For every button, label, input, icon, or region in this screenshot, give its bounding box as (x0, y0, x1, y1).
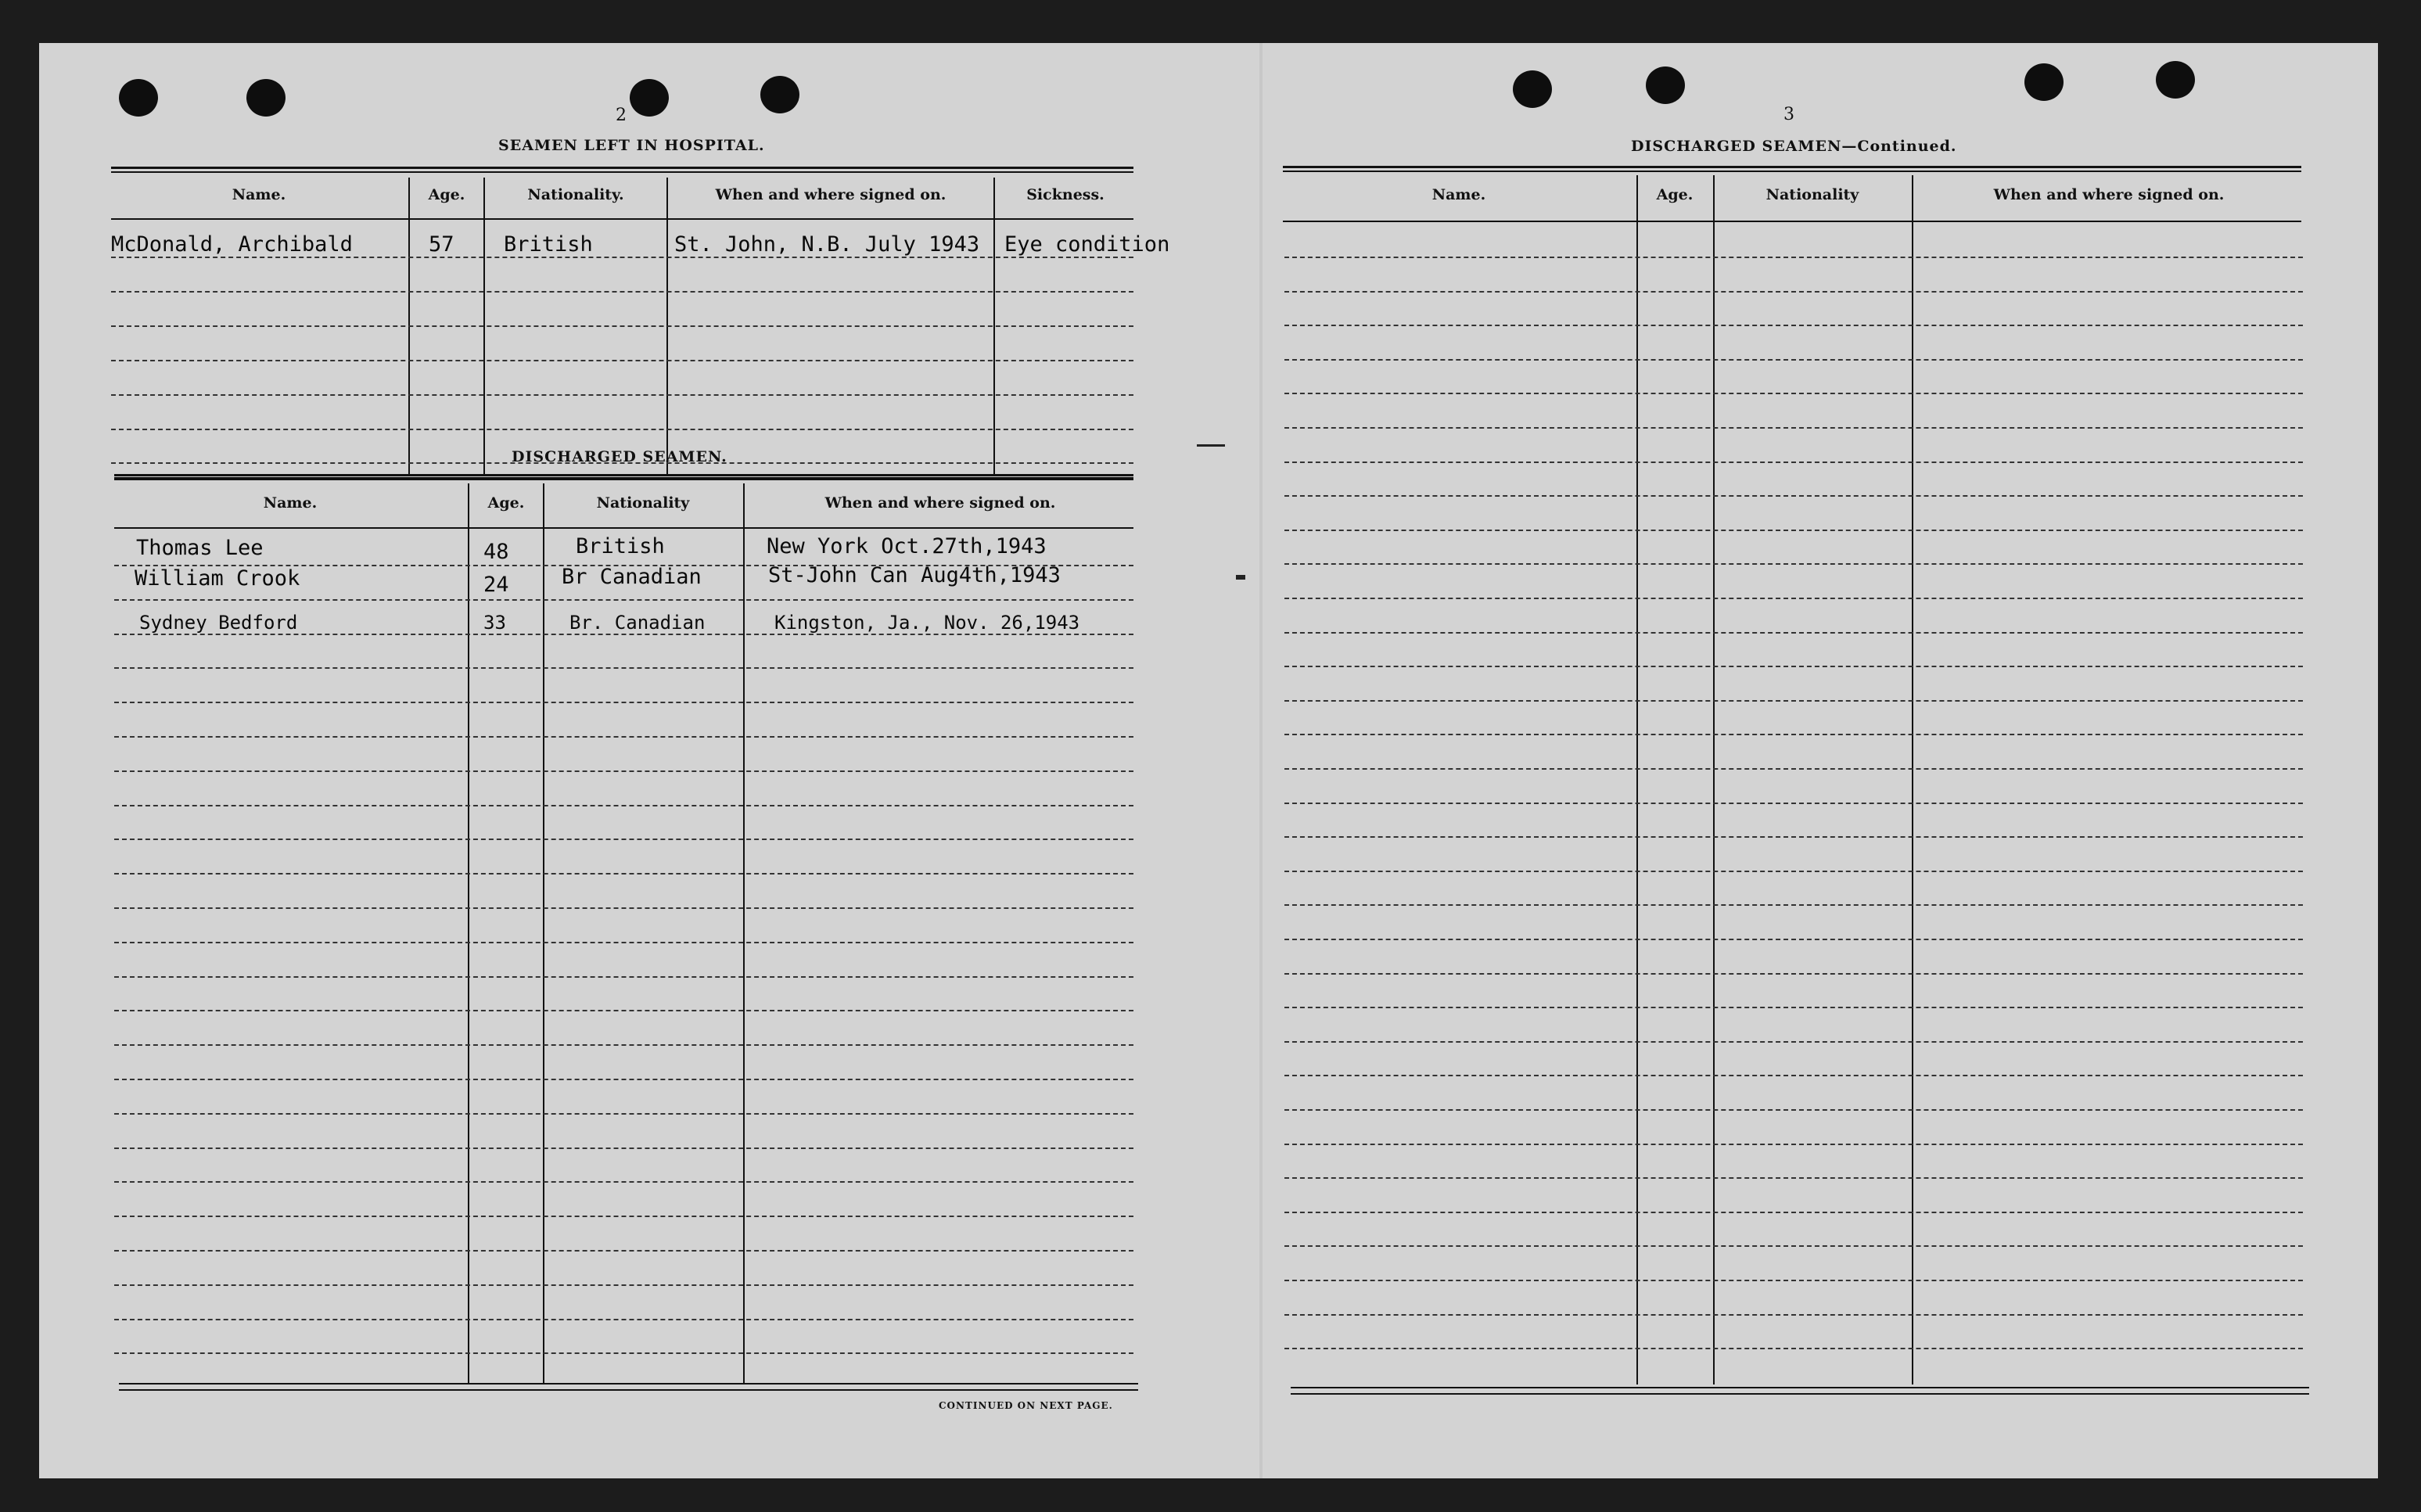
row-line (1284, 803, 2303, 804)
row-line (1284, 1177, 2303, 1179)
hospital-top-rule (111, 167, 1133, 173)
row-line (1284, 530, 2303, 531)
row-line (114, 1284, 1133, 1286)
row-line (114, 599, 1133, 601)
right-header-signed-on: When and where signed on. (1993, 186, 2225, 203)
row-line (1284, 700, 2303, 702)
hospital-header-underline (111, 218, 1133, 220)
discharged-age: 33 (483, 612, 506, 634)
row-line (114, 942, 1133, 943)
row-line (114, 1079, 1133, 1080)
row-line (1284, 1245, 2303, 1247)
row-line (114, 1181, 1133, 1183)
row-line (1284, 393, 2303, 394)
discharged-age: 24 (483, 573, 509, 597)
scan-mark (1236, 575, 1245, 580)
punch-hole (2024, 63, 2064, 101)
row-line (114, 1352, 1133, 1354)
discharged-name: William Crook (135, 566, 300, 591)
punch-hole (2156, 61, 2195, 99)
row-line (111, 429, 1133, 430)
row-line (114, 1250, 1133, 1252)
row-line (111, 394, 1133, 396)
hospital-header-signed-on: When and where signed on. (715, 186, 946, 203)
discharged-nationality: Br Canadian (562, 565, 702, 589)
punch-hole (1646, 66, 1685, 104)
row-line (1284, 1348, 2303, 1349)
row-line (1284, 1007, 2303, 1008)
row-line (114, 702, 1133, 703)
page-number: 2 (616, 106, 627, 125)
discharged-nationality: British (576, 534, 665, 558)
row-line (1284, 666, 2303, 667)
row-line (1284, 462, 2303, 463)
row-line (1284, 1109, 2303, 1111)
page-number: 3 (1783, 105, 1794, 124)
punch-hole (1513, 70, 1552, 108)
row-line (1284, 495, 2303, 497)
row-line (1284, 973, 2303, 975)
row-line (1284, 1212, 2303, 1213)
hospital-signed-on: St. John, N.B. July 1943 (674, 232, 980, 257)
discharged-name: Thomas Lee (136, 536, 264, 560)
row-line (114, 1147, 1133, 1149)
punch-hole (119, 79, 158, 117)
punch-hole (630, 79, 669, 117)
row-line (1284, 836, 2303, 838)
discharged-header-signed-on: When and where signed on. (824, 494, 1056, 512)
discharged-nationality: Br. Canadian (569, 612, 706, 634)
right-col-divider (1713, 175, 1715, 1385)
document-sheet (39, 43, 2378, 1478)
hospital-section-title: SEAMEN LEFT IN HOSPITAL. (498, 137, 765, 154)
scan-mark (1197, 444, 1225, 447)
row-line (1284, 1314, 2303, 1316)
row-line (1284, 427, 2303, 429)
discharged-bottom-rule (119, 1383, 1138, 1385)
discharged-name: Sydney Bedford (139, 612, 298, 634)
right-bottom-rule (1291, 1387, 2309, 1388)
right-top-rule (1283, 166, 2301, 172)
row-line (114, 667, 1133, 669)
hospital-header-sickness: Sickness. (1026, 186, 1105, 203)
discharged-age: 48 (483, 540, 509, 564)
discharged-header-nationality: Nationality (596, 494, 690, 512)
row-line (1284, 768, 2303, 770)
hospital-header-nationality: Nationality. (527, 186, 624, 203)
punch-hole (246, 79, 286, 117)
row-line (1284, 632, 2303, 634)
row-line (114, 839, 1133, 840)
row-line (1284, 563, 2303, 565)
hospital-header-name: Name. (232, 186, 286, 203)
row-line (1284, 734, 2303, 735)
row-line (1284, 359, 2303, 361)
hospital-header-age: Age. (428, 186, 465, 203)
row-line (114, 976, 1133, 978)
row-line (1284, 598, 2303, 599)
row-line (1284, 1280, 2303, 1281)
discharged-header-name: Name. (263, 494, 318, 512)
continued-note: CONTINUED ON NEXT PAGE. (939, 1400, 1113, 1411)
row-line (114, 1319, 1133, 1320)
right-page-title: DISCHARGED SEAMEN—Continued. (1631, 138, 1957, 155)
right-header-nationality: Nationality (1765, 186, 1859, 203)
discharged-header-rule (114, 474, 1133, 480)
right-bottom-rule (1291, 1393, 2309, 1395)
discharged-col-divider (743, 483, 745, 1383)
discharged-col-divider (543, 483, 544, 1383)
row-line (1284, 939, 2303, 940)
row-line (1284, 1075, 2303, 1076)
row-line (111, 291, 1133, 293)
row-line (111, 257, 1133, 258)
row-line (111, 325, 1133, 327)
row-line (114, 907, 1133, 909)
hospital-age: 57 (429, 232, 454, 257)
row-line (114, 1044, 1133, 1046)
row-line (114, 1113, 1133, 1115)
row-line (1284, 325, 2303, 326)
row-line (114, 805, 1133, 806)
punch-hole (760, 76, 799, 113)
right-header-name: Name. (1431, 186, 1486, 203)
row-line (114, 873, 1133, 875)
page-fold (1259, 43, 1263, 1478)
row-line (114, 770, 1133, 772)
row-line (111, 360, 1133, 361)
discharged-signed-on: St-John Can Aug4th,1943 (768, 563, 1061, 587)
hospital-nationality: British (504, 232, 593, 257)
row-line (1284, 904, 2303, 906)
right-header-underline (1283, 221, 2301, 222)
discharged-signed-on: Kingston, Ja., Nov. 26,1943 (774, 612, 1080, 634)
row-line (1284, 1144, 2303, 1145)
right-header-age: Age. (1656, 186, 1694, 203)
discharged-col-divider (468, 483, 469, 1383)
discharged-section-title: DISCHARGED SEAMEN. (512, 448, 727, 465)
discharged-bottom-rule (119, 1389, 1138, 1391)
right-col-divider (1912, 175, 1913, 1385)
hospital-sickness: Eye condition (1004, 232, 1170, 257)
row-line (1284, 291, 2303, 293)
row-line (1284, 257, 2303, 258)
row-line (1284, 871, 2303, 872)
discharged-header-age: Age. (487, 494, 525, 512)
row-line (114, 736, 1133, 738)
discharged-header-underline (114, 527, 1133, 529)
row-line (1284, 1041, 2303, 1043)
row-line (114, 1010, 1133, 1011)
discharged-signed-on: New York Oct.27th,1943 (767, 534, 1047, 558)
row-line (114, 1216, 1133, 1217)
right-col-divider (1636, 175, 1638, 1385)
hospital-name: McDonald, Archibald (111, 232, 353, 257)
